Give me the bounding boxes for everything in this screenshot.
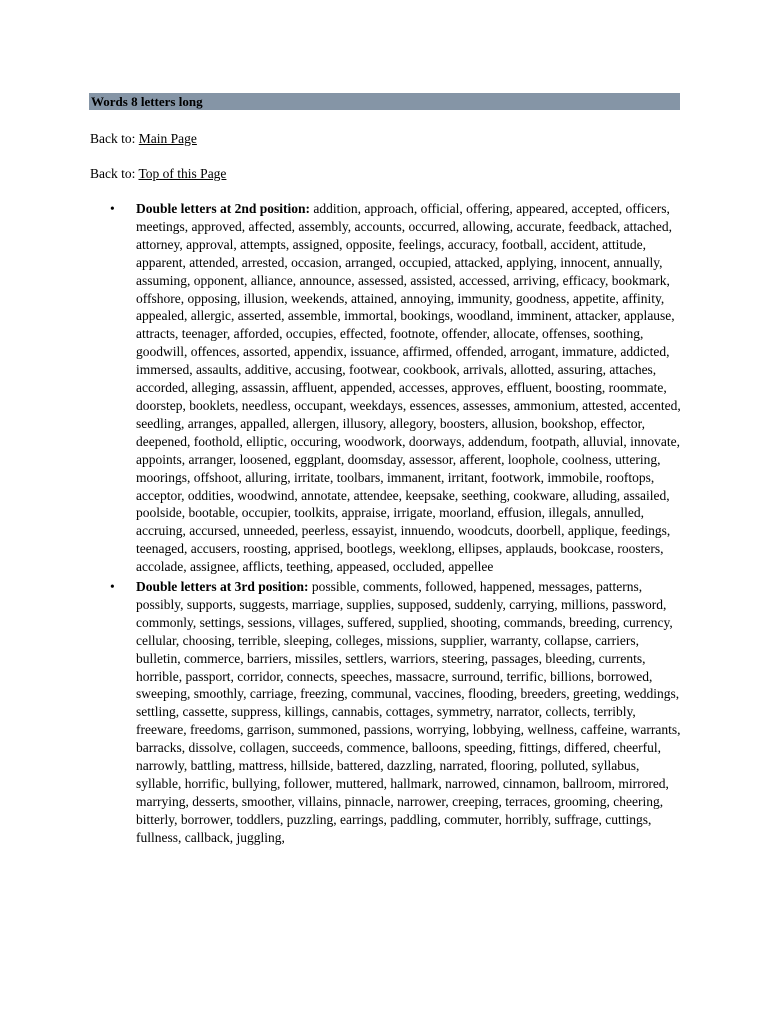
entry-label: Double letters at 3rd position:: [136, 579, 312, 595]
list-item: [110, 200, 682, 576]
section-header: [89, 93, 680, 110]
main-page-link[interactable]: Main Page: [138, 131, 197, 146]
back-to-main-line: [90, 130, 197, 148]
back-prefix: Back to:: [90, 131, 139, 146]
list-item: [110, 578, 682, 847]
back-prefix: Back to:: [90, 166, 139, 181]
entry-label: Double letters at 2nd position:: [136, 201, 314, 216]
word-list: [110, 200, 682, 849]
bullet-icon: •: [110, 579, 115, 595]
section-title: Words 8 letters long: [91, 94, 203, 109]
entry-words: possible, comments, followed, happened, messages, patterns, possibly, supports, suggests, marriage, supplies, supposed, suddenly, carrying, millions, password, commonly, settings, sessions, villages, suffered, supplied, shooting, commands, breeding, currency, cellular, choosing, terrible, sleeping, colleges, missions, supplier, warranty, collapse, carriers, bulletin, commerce, barriers, missiles, settlers, warriors, steering, passages, bleeding, currents, horrible, passport, corridor, connects, speeches, massacre, surround, terrific, billions, borrowed, sweeping, smoothly, carriage, freezing, communal, vaccines, flooding, breeders, greeting, weddings, settling, cassette, suppress, killings, cannabis, cottages, symmetry, narrator, collects, terribly, freeware, freedoms, garrison, summoned, passions, worrying, lobbying, wellness, caffeine, warrants, barracks, dissolve, collagen, succeeds, commence, balloons, speeding, fittings, differed, cheerful, narrowly, battling, mattress, hillside, battered, dazzling, narrated, flooring, polluted, syllabus, syllable, horrific, bullying, follower, muttered, hallmark, narrowed, cinnamon, ballroom, mirrored, marrying, desserts, smoother, villains, pinnacle, narrower, creeping, terraces, grooming, cheering, bitterly, borrower, toddlers, puzzling, earrings, paddling, commuter, horribly, suffrage, cuttings, fullness, callback, juggling,: [136, 579, 681, 845]
top-of-page-link[interactable]: Top of this Page: [138, 166, 227, 181]
back-to-top-line: [90, 165, 226, 183]
bullet-icon: •: [110, 201, 115, 216]
entry-words: addition, approach, official, offering, appeared, accepted, officers, meetings, approved, affected, assembly, accounts, occurred, allowing, accurate, feedback, attached, attorney, approval, attempts, assigned, opposite, feelings, accuracy, football, accident, attitude, apparent, attended, arrested, occasion, arranged, occupied, attacked, applying, innocent, annually, assuming, opponent, alliance, announce, assessed, assisted, accessed, arriving, efficacy, bookmark, offshore, opposing, illusion, weekends, attained, annoying, immunity, goodness, appetite, affinity, appealed, allergic, asserted, assemble, immortal, bookings, woodland, imminent, attacker, applause, attracts, teenager, afforded, occupies, effected, footnote, offender, allocate, offenses, soothing, goodwill, offences, assorted, appendix, issuance, affirmed, offended, arrogant, immature, addicted, immersed, assaults, additive, accusing, footwear, cookbook, arrivals, allotted, assuring, attaches, accorded, alleging, assassin, affluent, appended, accesses, approves, effluent, boosting, roommate, doorstep, booklets, needless, occupant, weekdays, essences, assesses, ammonium, attested, accented, seedling, arranges, appalled, allergen, illusory, allegory, boosters, allusion, bookshop, effector, deepened, foothold, elliptic, occuring, woodwork, doorways, addendum, footpath, alluvial, innovate, appoints, arranger, loosened, eggplant, doomsday, assessor, afferent, loophole, coolness, uttering, moorings, offshoot, alluring, irritate, toolbars, immanent, irritant, footwork, immobile, rooftops, acceptor, oddities, woodwind, annotate, attendee, keepsake, seething, cookware, alluding, assailed, poolside, bootable, occupier, toolkits, appraise, irrigate, moorland, effusion, illegals, annulled, accruing, accursed, unneeded, peerless, essayist, innuendo, woodcuts, doorbell, applique, feedings, teenaged, accusers, roosting, apprised, bootlegs, weeklong, ellipses, applauds, bookcase, roosters, accolade, assignee, afflicts, teething, appeased, occluded, appellee: [136, 201, 681, 575]
